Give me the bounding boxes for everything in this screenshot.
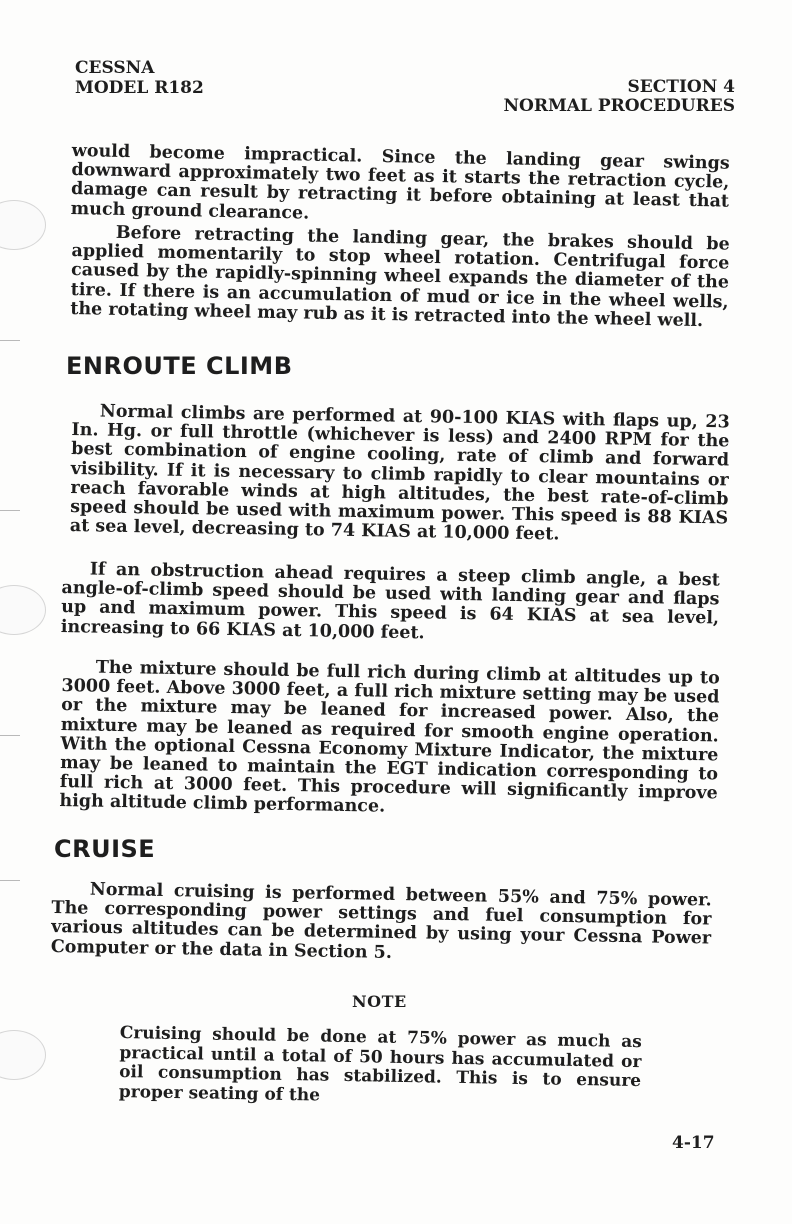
paragraph-obstruction (61, 560, 720, 648)
header-model: MODEL R182 (75, 78, 204, 98)
note-title: NOTE (352, 992, 407, 1011)
paragraph-text: would become impractical. Since the landing gear swings downward approximately two feet as it starts the retraction cycle, damage can result by retracting it before obtaining at least that much ground clearance. (70, 141, 730, 224)
paragraph-brakes (70, 223, 730, 332)
header-section-title: NORMAL PROCEDURES (503, 96, 735, 116)
header-left (75, 58, 204, 98)
binder-hole-middle (0, 585, 46, 635)
binder-hole-top (0, 200, 46, 250)
paragraph-normal-climbs (70, 402, 730, 548)
paragraph-text: The mixture should be full rich during climb at altitudes up to 3000 feet. Above 3000 feet, a full rich mixture setting may be used or the mixture may be leaned for increased power. Also, the mixture may be leaned as required for smooth engine operation. With the optional Cessna Economy Mixture Indicator, the mixture may be leaned to maintain the EGT indication corresponding to full rich at 3000 feet. This procedure will significantly improve high altitude climb performance. (59, 657, 720, 818)
header-right (504, 78, 736, 116)
paragraph-mixture (59, 658, 720, 823)
margin-mark (0, 510, 20, 511)
heading-cruise: CRUISE (54, 835, 156, 863)
margin-mark (0, 735, 20, 736)
heading-enroute-climb: ENROUTE CLIMB (66, 352, 293, 380)
paragraph-text: Before retracting the landing gear, the brakes should be applied momentarily to stop wheel rotation. Centrifugal force caused by the rapidly-spinning wheel expands the diameter of the tire. If there is an accumulation of mud or ice in the wheel wells, the rotating wheel may rub as it is retracted into the wheel well. (70, 222, 730, 331)
paragraph-text: Normal climbs are performed at 90-100 KIAS with flaps up, 23 In. Hg. or full throttle (whichever is less) and 2400 RPM for the best combination of engine cooling, rate of climb and forward visibility. If it is necessary to climb rapidly to clear mountains or reach favorable winds at high altitudes, the best rate-of-climb speed should be used with maximum power. This speed is 88 KIAS at sea level, decreasing to 74 KIAS at 10,000 feet. (69, 401, 730, 545)
paragraph-text: If an obstruction ahead requires a steep climb angle, a best angle-of-climb speed should be used with landing gear and flaps up and maximum power. This speed is 64 KIAS at sea level, increasing to 66 KIAS at 10,000 feet. (60, 559, 720, 643)
paragraph-cruise (51, 880, 712, 968)
binder-hole-bottom (0, 1030, 46, 1080)
page-number: 4-17 (672, 1133, 715, 1153)
paragraph-gear-clearance (71, 142, 730, 231)
header-section: SECTION 4 (627, 77, 735, 97)
header-manufacturer: CESSNA (75, 58, 155, 78)
note-text: Cruising should be done at 75% power as much as practical until a total of 50 hours has accumulated or oil consumption has stabilized. This is to ensure proper seating of the (118, 1023, 642, 1106)
note-body (119, 1024, 642, 1111)
margin-mark (0, 340, 20, 341)
paragraph-text: Normal cruising is performed between 55% and 75% power. The corresponding power settings and fuel consumption for various altitudes can be determined by using your Cessna Power Computer or the data in Section 5. (50, 879, 712, 963)
margin-mark (0, 880, 20, 881)
